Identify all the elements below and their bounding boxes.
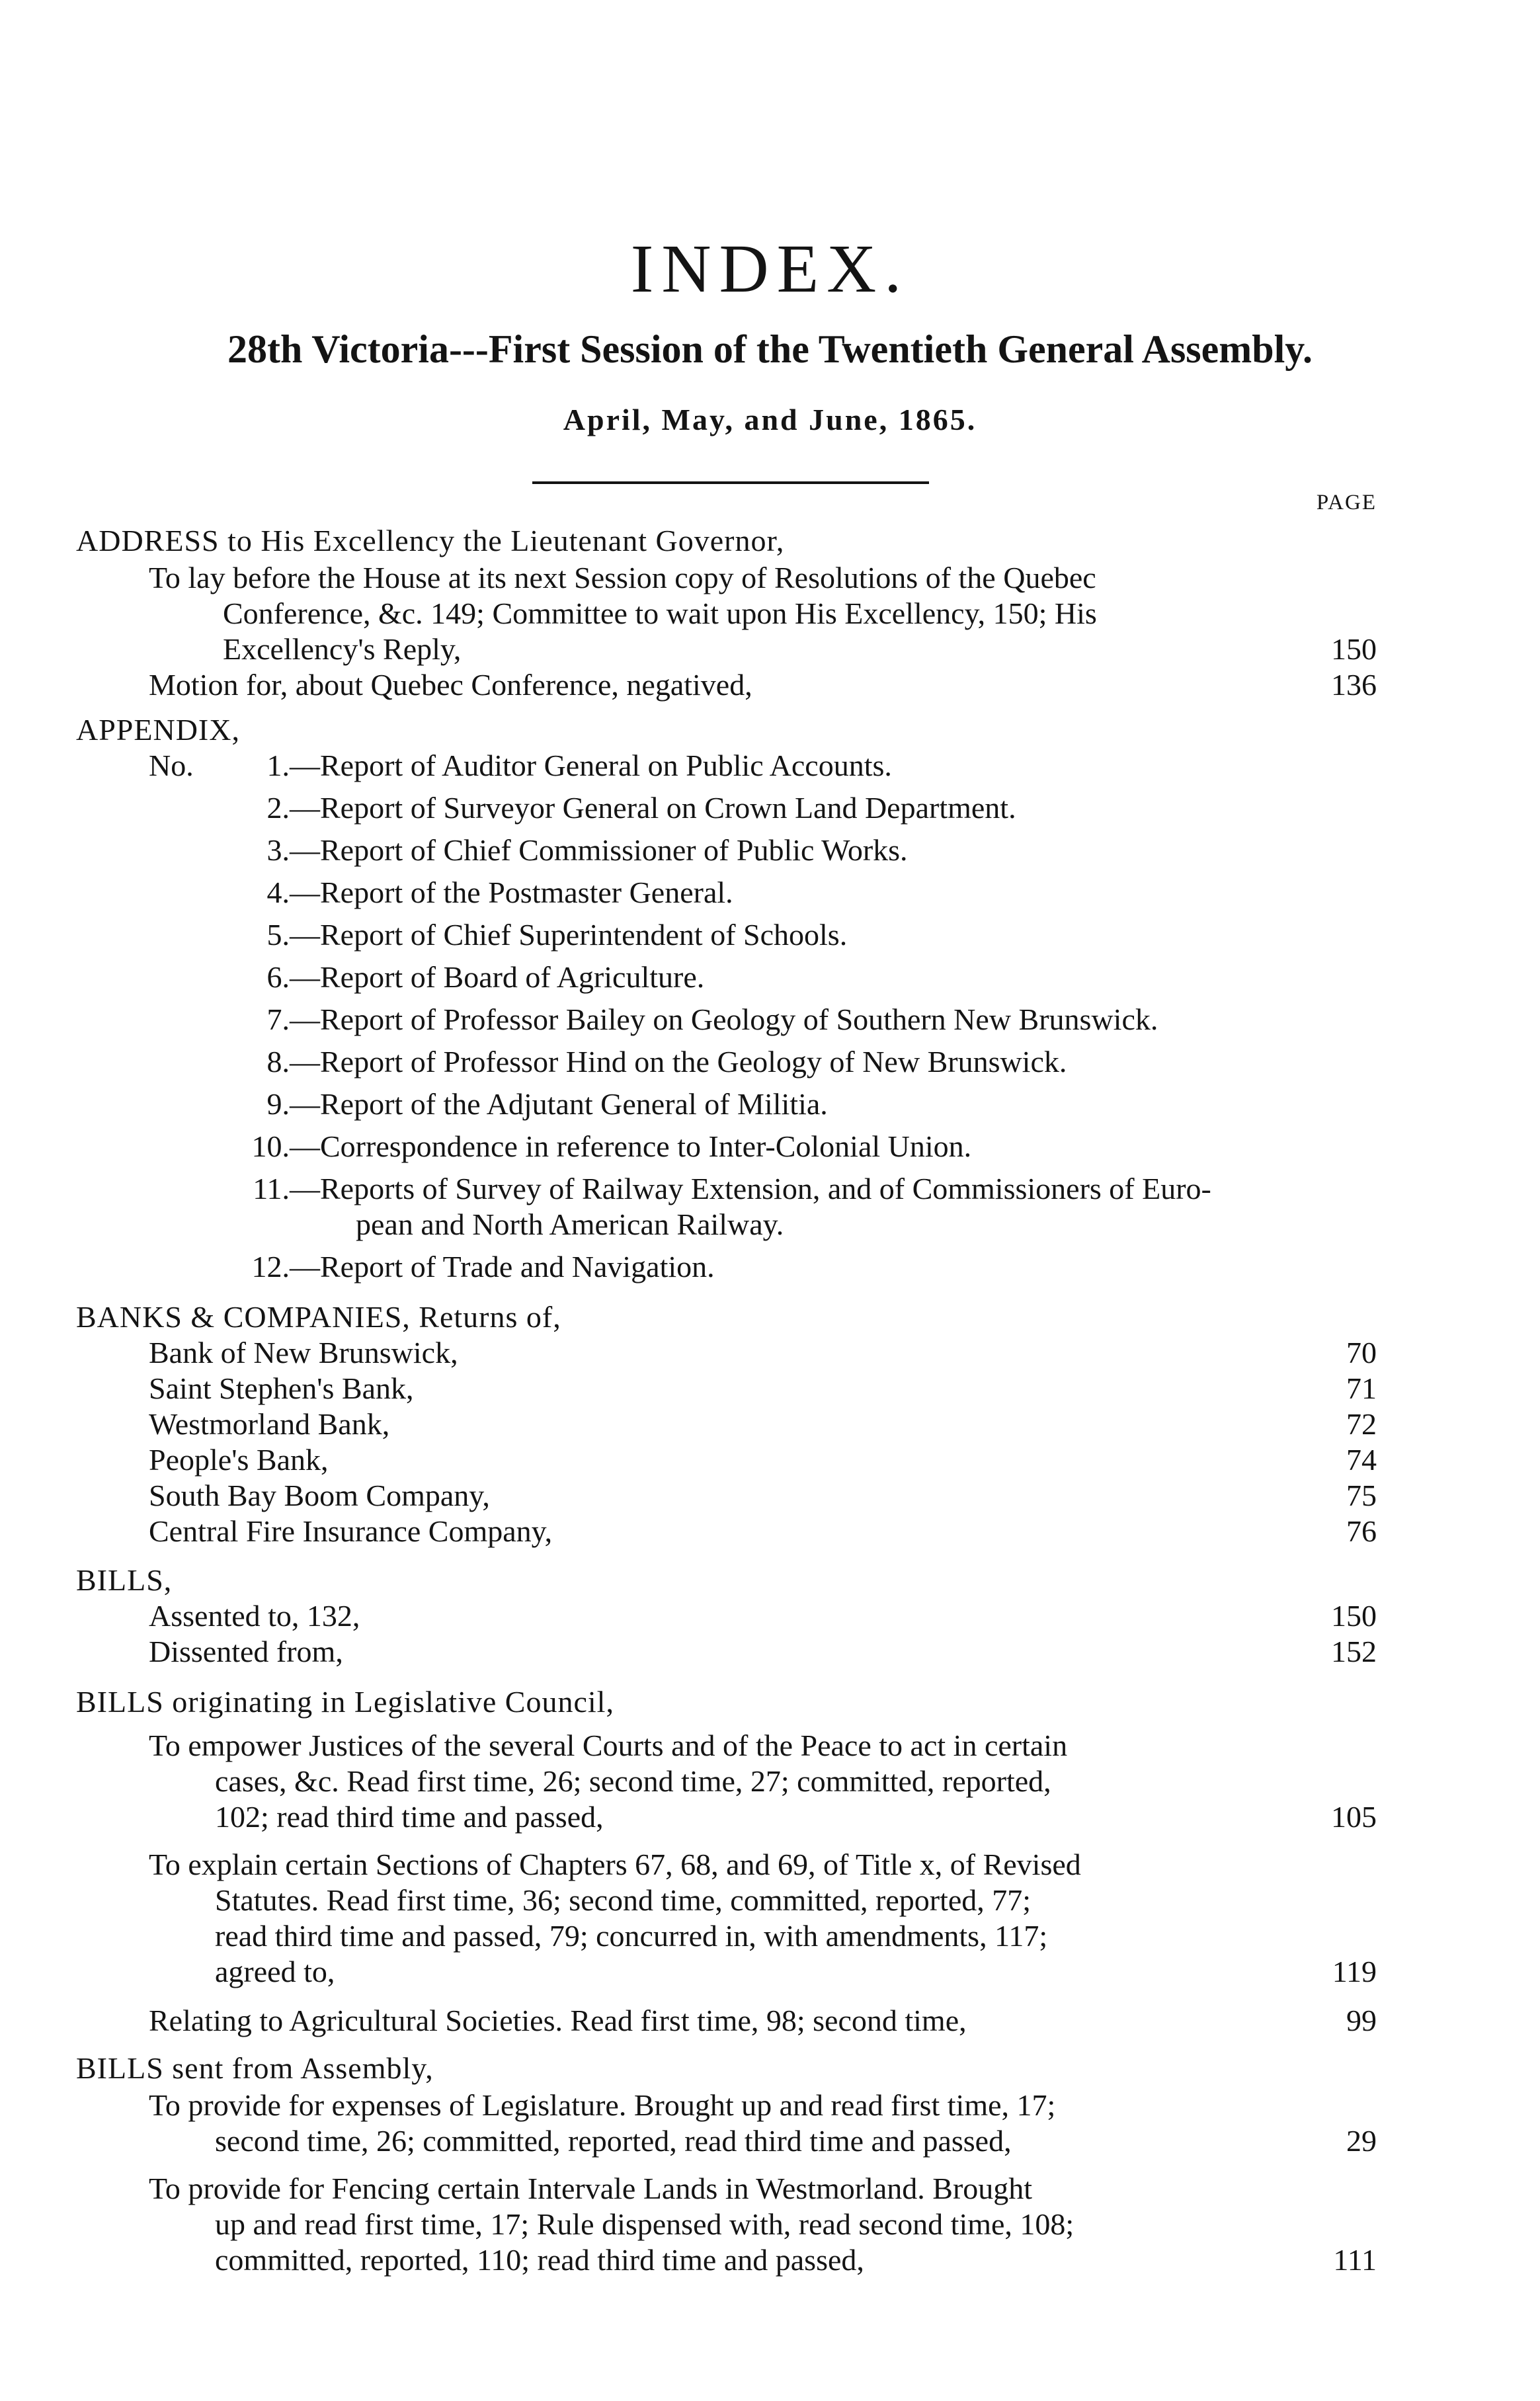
appendix-item: 11. —Reports of Survey of Railway Extension, and of Commissioners of Euro- (253, 1172, 1211, 1205)
entry-line: South Bay Boom Company, 75 (0, 1477, 1540, 1514)
entry-heading-bills: BILLS, (76, 1563, 173, 1597)
entry-line: Motion for, about Quebec Conference, negatived, 136 (0, 667, 1540, 704)
page-number: 99 (1346, 2004, 1377, 2037)
entry-line: 102; read third time and passed, 105 (0, 1799, 1540, 1836)
session-date: April, May, and June, 1865. (563, 403, 977, 436)
entry-heading-address: ADDRESS to His Excellency the Lieutenant Governor, (76, 524, 785, 557)
entry-line: Relating to Agricultural Societies. Read first time, 98; second time, 99 (0, 2002, 1540, 2039)
page-number: 76 (1346, 1514, 1377, 1548)
appendix-item: 4. —Report of the Postmaster General. (266, 875, 733, 909)
page-number: 70 (1346, 1336, 1377, 1369)
entry-line: read third time and passed, 79; concurred in, with amendments, 117; (215, 1919, 1048, 1953)
page-number: 29 (1346, 2124, 1377, 2158)
page-number: 71 (1346, 1371, 1377, 1405)
appendix-item: 10. —Correspondence in reference to Inter-Colonial Union. (251, 1129, 972, 1163)
entry-heading-bills-council: BILLS originating in Legislative Council, (76, 1685, 614, 1719)
page-number: 150 (1331, 1599, 1377, 1633)
page-number: 152 (1331, 1635, 1377, 1668)
entry-line: To empower Justices of the several Courts and of the Peace to act in certain (149, 1729, 1068, 1762)
entry-line: up and read first time, 17; Rule dispensed with, read second time, 108; (215, 2207, 1074, 2241)
entry-line: second time, 26; committed, reported, read third time and passed, 29 (0, 2123, 1540, 2160)
entry-line: Statutes. Read first time, 36; second time, committed, reported, 77; (215, 1883, 1032, 1917)
entry-line: Central Fire Insurance Company, 76 (0, 1513, 1540, 1550)
session-subtitle: 28th Victoria---First Session of the Twentieth General Assembly. (227, 327, 1313, 371)
entry-line: cases, &c. Read first time, 26; second time, 27; committed, reported, (215, 1764, 1051, 1798)
appendix-item: No. 1. —Report of Auditor General on Public Accounts. (149, 749, 892, 782)
page-column-label: PAGE (1316, 491, 1377, 514)
page-number: 74 (1346, 1443, 1377, 1477)
entry-line: People's Bank, 74 (0, 1442, 1540, 1479)
entry-line: Saint Stephen's Bank, 71 (0, 1370, 1540, 1407)
appendix-item: 5. —Report of Chief Superintendent of Schools. (266, 918, 848, 952)
appendix-item: 6. —Report of Board of Agriculture. (266, 960, 705, 994)
entry-line: committed, reported, 110; read third time and passed, 111 (0, 2242, 1540, 2279)
page-number: 136 (1331, 668, 1377, 702)
entry-line: To provide for expenses of Legislature. Brought up and read first time, 17; (149, 2088, 1056, 2122)
appendix-item-continued: pean and North American Railway. (356, 1207, 784, 1241)
page-number: 150 (1331, 632, 1377, 666)
entry-line: To lay before the House at its next Session copy of Resolutions of the Quebec (149, 561, 1096, 594)
page-number: 105 (1331, 1800, 1377, 1834)
entry-line: Assented to, 132, 150 (0, 1598, 1540, 1635)
entry-line: Bank of New Brunswick, 70 (0, 1334, 1540, 1371)
entry-line: To provide for Fencing certain Intervale Lands in Westmorland. Brought (149, 2172, 1033, 2205)
page-title: INDEX. (630, 231, 910, 307)
page-number: 111 (1333, 2243, 1377, 2277)
entry-line: To explain certain Sections of Chapters 67, 68, and 69, of Title x, of Revised (149, 1848, 1081, 1881)
appendix-item: 8. —Report of Professor Hind on the Geology of New Brunswick. (266, 1045, 1067, 1078)
page-number: 75 (1346, 1479, 1377, 1512)
entry-heading-banks: BANKS & COMPANIES, Returns of, (76, 1300, 561, 1334)
entry-line: agreed to, 119 (0, 1953, 1540, 1990)
entry-line: Excellency's Reply, 150 (0, 631, 1540, 668)
appendix-item: 9. —Report of the Adjutant General of Militia. (266, 1087, 828, 1121)
entry-line: Conference, &c. 149; Committee to wait upon His Excellency, 150; His (223, 596, 1097, 630)
entry-heading-bills-assembly: BILLS sent from Assembly, (76, 2051, 434, 2085)
page-number: 119 (1332, 1955, 1377, 1988)
page-number: 72 (1346, 1407, 1377, 1441)
appendix-item: 7. —Report of Professor Bailey on Geology of Southern New Brunswick. (266, 1002, 1158, 1036)
entry-line: Westmorland Bank, 72 (0, 1406, 1540, 1443)
appendix-item: 2. —Report of Surveyor General on Crown Land Department. (266, 791, 1016, 825)
appendix-item: 3. —Report of Chief Commissioner of Public Works. (266, 833, 908, 867)
entry-line: Dissented from, 152 (0, 1633, 1540, 1670)
entry-heading-appendix: APPENDIX, (76, 713, 240, 747)
appendix-item: 12. —Report of Trade and Navigation. (251, 1250, 715, 1283)
